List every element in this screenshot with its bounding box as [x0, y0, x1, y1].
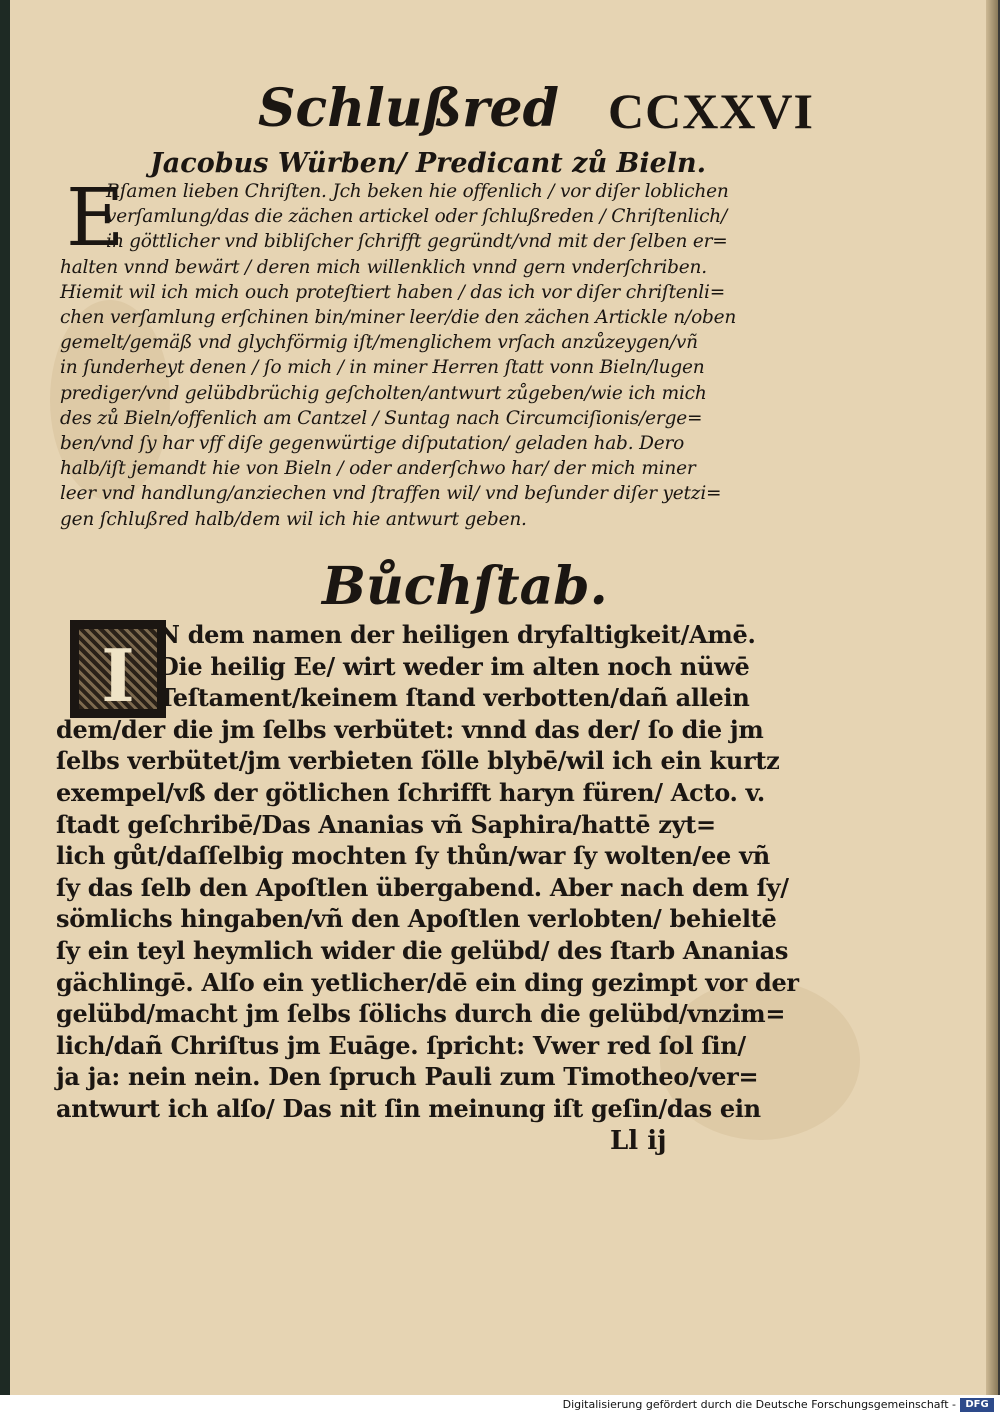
section-line: ſelbs verbütet/jm verbieten ſölle blybē/wil ich ein kurtz — [56, 746, 780, 776]
speech-line: chen verſamlung erſchinen bin/miner leer/die den zächen Artickle n/oben — [60, 307, 737, 328]
speech-line: halb/iſt jemandt hie von Bieln / oder anderſchwo har/ der mich miner — [60, 458, 696, 480]
running-title: Schlußred — [258, 78, 559, 139]
section-line: ſtadt geſchribē/Das Ananias vñ Saphira/hattē zyt= — [56, 809, 716, 839]
section-line: Teſtament/keinem ſtand verbotten/dañ allein — [158, 683, 750, 713]
section-line: dem/der die jm ſelbs verbütet: vnnd das der/ ſo die jm — [56, 714, 764, 744]
section-line: ſy ein teyl heymlich wider die gelübd/ des ſtarb Ananias — [56, 936, 789, 965]
section-line: ſy das ſelb den Apoſtlen übergabend. Aber nach dem ſy/ — [56, 872, 789, 902]
section-line: antwurt ich alſo/ Das nit ſin meinung iſt geſin/das ein — [56, 1094, 761, 1123]
section-line: gelübd/macht jm ſelbs ſölichs durch die gelübd/vnzim= — [56, 999, 786, 1029]
speech-line: in göttlicher vnd bibliſcher ſchrifft gegründt/vnd mit der ſelben er= — [106, 231, 728, 253]
section-line: lich/dañ Chriſtus jm Euāge. ſpricht: Vwer red ſol ſin/ — [56, 1030, 746, 1060]
section-title: Bůchſtab. — [322, 556, 608, 617]
page-scan — [10, 0, 990, 1395]
footer-bar — [0, 1395, 1000, 1416]
footer-credit: Digitalisierung gefördert durch die Deutsche Forschungsgemeinschaft - — [562, 1398, 956, 1411]
speech-line: des zů Bieln/offenlich am Cantzel / Suntag nach Circumciſionis/erge= — [60, 407, 703, 429]
folio-number: CCXXVI — [608, 83, 814, 139]
speech-line: gen ſchlußred halb/dem wil ich hie antwurt geben. — [60, 508, 527, 530]
page-edge — [986, 0, 998, 1395]
left-background — [0, 0, 10, 1395]
dfg-logo: DFG — [960, 1398, 994, 1412]
speech-line: gemelt/gemäß vnd glychförmig iſt/menglichem vrſach anzůzeygen/vñ — [60, 332, 698, 354]
initial-letter: I — [101, 633, 135, 718]
section-line: N dem namen der heiligen dryfaltigkeit/Amē. — [158, 620, 756, 649]
signature-mark: Ll ij — [610, 1126, 667, 1156]
speech-line: leer vnd handlung/anziechen vnd ſtraffen wil/ vnd beſunder diſer yetzi= — [60, 483, 722, 505]
section-line: lich gůt/daſſelbig mochten ſy thůn/war ſy wolten/ee vñ — [56, 841, 770, 871]
section-line: exempel/vß der götlichen ſchrifft haryn füren/ Acto. v. — [56, 778, 765, 807]
speech-line: in ſunderheyt denen / ſo mich / in miner Herren ſtatt vonn Bieln/lugen — [60, 357, 705, 379]
drop-initial: E — [66, 171, 125, 264]
speech-line: prediger/vnd gelübdbrüchig geſcholten/antwurt zůgeben/wie ich mich — [60, 382, 707, 404]
speaker-heading: Jacobus Würben/ Predicant zů Bieln. — [150, 148, 707, 179]
section-line: sömlichs hingaben/vñ den Apoſtlen verlobten/ behieltē — [56, 904, 777, 934]
initial-ornament — [79, 629, 157, 718]
decorated-initial — [70, 620, 166, 718]
section-line: gächlingē. Alſo ein yetlicher/dē ein ding gezimpt vor der — [56, 967, 799, 997]
speech-line: ben/vnd ſy har vff diſe gegenwürtige diſputation/ geladen hab. Dero — [60, 433, 685, 454]
section-line: Die heilig Ee/ wirt weder im alten noch nüwē — [158, 651, 750, 681]
speech-line: halten vnnd bewärt / deren mich willenklich vnnd gern vnderſchriben. — [60, 256, 707, 278]
speech-line: Rſamen lieben Chriſten. Jch beken hie offenlich / vor diſer loblichen — [106, 181, 729, 202]
speech-line: Hiemit wil ich mich ouch proteſtiert haben / das ich vor diſer chriſtenli= — [60, 281, 726, 303]
section-line: ja ja: nein nein. Den ſpruch Pauli zum Timotheo/ver= — [56, 1062, 759, 1092]
speech-line: verſamlung/das die zächen artickel oder ſchlußreden / Chriſtenlich/ — [106, 206, 728, 228]
